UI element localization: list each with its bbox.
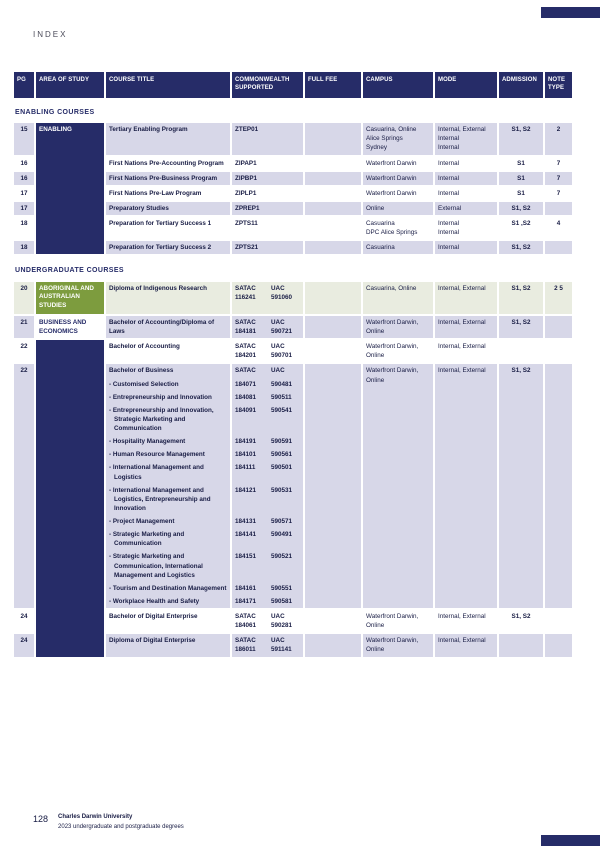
- code-scheme-label: SATAC: [235, 343, 256, 351]
- uac-code: 591141: [271, 646, 292, 654]
- note-type-cell: [545, 364, 572, 610]
- campus-cell: [363, 634, 435, 658]
- campus-line: Casuarina, Online: [366, 284, 417, 292]
- course-code: ZPTS21: [235, 244, 259, 252]
- uac-code: 590501: [271, 464, 293, 472]
- full-fee-cell: [305, 172, 363, 187]
- campus-cell: [363, 217, 435, 241]
- course-code: ZPREP1: [235, 204, 260, 212]
- campus-cell: [363, 610, 435, 634]
- mode-cell: [435, 316, 499, 340]
- mode-line: Internal: [438, 174, 460, 182]
- admission-cell: S1, S2: [499, 123, 545, 156]
- uac-code: 590541: [271, 406, 293, 414]
- course-code: ZIPBP1: [235, 174, 258, 182]
- mode-cell: [435, 241, 499, 256]
- codes-grid: [235, 437, 300, 446]
- specialisation-name: - Customised Selection: [109, 380, 179, 388]
- course-title-cell: [106, 364, 232, 377]
- campus-line: Online: [366, 328, 385, 336]
- specialisation-name-cell: [106, 461, 232, 483]
- admission-cell: S1: [499, 157, 545, 172]
- course-title-cell: [106, 172, 232, 187]
- mode-cell: [435, 157, 499, 172]
- code-scheme-label: SATAC: [235, 637, 256, 645]
- mode-line: Internal, External: [438, 367, 486, 375]
- satac-code: 184171: [235, 597, 257, 605]
- full-fee-cell: [305, 202, 363, 217]
- specialisation-name: - Entrepreneurship and Innovation, Strategic Marketing and Communication: [109, 406, 214, 433]
- specialisation-name-cell: [106, 595, 232, 610]
- mode-cell: [435, 187, 499, 202]
- codes-grid: [235, 636, 300, 654]
- course-title: Bachelor of Accounting/Diploma of Laws: [109, 318, 215, 336]
- codes-grid: [235, 366, 300, 375]
- note-type-cell: 7: [545, 187, 572, 202]
- specialisation-codes-cell: [232, 461, 305, 483]
- pg-cell: 18: [14, 241, 36, 256]
- satac-code: 184161: [235, 584, 257, 592]
- satac-code: 184121: [235, 486, 257, 494]
- specialisation-name-cell: [106, 550, 232, 581]
- pg-cell: 16: [14, 157, 36, 172]
- note-type-cell: [545, 241, 572, 256]
- satac-code: 184081: [235, 393, 257, 401]
- code-scheme-label: UAC: [271, 613, 285, 621]
- commonwealth-supported-cell: [232, 172, 305, 187]
- codes-grid: [235, 342, 300, 360]
- page-footer: [33, 813, 184, 832]
- mode-line: Internal: [438, 244, 460, 252]
- full-fee-cell: [305, 634, 363, 658]
- admission-cell: S1, S2: [499, 364, 545, 610]
- commonwealth-supported-cell: [232, 364, 305, 377]
- codes-grid: [235, 530, 300, 539]
- area-of-study-label: BUSINESS AND ECONOMICS: [36, 316, 104, 340]
- mode-line: Internal, External: [438, 318, 486, 326]
- uac-code: 590551: [271, 584, 293, 592]
- course-title: First Nations Pre-Law Program: [109, 189, 202, 197]
- specialisation-codes-cell: [232, 404, 305, 435]
- note-type-cell: [545, 340, 572, 364]
- course-title-cell: [106, 187, 232, 202]
- section-heading-row: [14, 256, 572, 281]
- index-heading: INDEX: [33, 30, 68, 39]
- column-header: AREA OF STUDY: [36, 72, 106, 98]
- satac-code: 184181: [235, 328, 257, 336]
- campus-cell: [363, 172, 435, 187]
- specialisation-name: - Entrepreneurship and Innovation: [109, 393, 212, 401]
- area-of-study-cell: [36, 316, 106, 659]
- uac-code: 590581: [271, 597, 293, 605]
- campus-line: Online: [366, 622, 385, 630]
- note-type-cell: [545, 316, 572, 340]
- column-header: FULL FEE: [305, 72, 363, 98]
- course-title-cell: [106, 634, 232, 658]
- campus-cell: [363, 157, 435, 172]
- course-title: Bachelor of Digital Enterprise: [109, 613, 198, 621]
- campus-line: Waterfront Darwin,: [366, 343, 419, 351]
- specialisation-codes-cell: [232, 550, 305, 581]
- note-type-cell: 2: [545, 123, 572, 156]
- mode-line: Internal, External: [438, 343, 486, 351]
- page-number: 128: [33, 814, 49, 825]
- pg-cell: 24: [14, 634, 36, 658]
- uac-code: 590281: [271, 622, 293, 630]
- specialisation-codes-cell: [232, 391, 305, 404]
- codes-grid: [235, 584, 300, 593]
- course-code: ZIPLP1: [235, 189, 257, 197]
- full-fee-cell: [305, 157, 363, 172]
- campus-line: Casuarina, Online: [366, 126, 417, 134]
- mode-line: Internal, External: [438, 126, 486, 134]
- codes-grid: [235, 463, 300, 472]
- full-fee-cell: [305, 340, 363, 364]
- mode-line: Internal, External: [438, 284, 486, 292]
- area-of-study-label: ABORIGINAL AND AUSTRALIAN STUDIES: [39, 284, 94, 310]
- satac-code: 186011: [235, 646, 256, 654]
- codes-grid: [235, 597, 300, 606]
- full-fee-cell: [305, 282, 363, 316]
- commonwealth-supported-cell: [232, 634, 305, 658]
- campus-cell: [363, 241, 435, 256]
- pg-cell: 17: [14, 202, 36, 217]
- specialisation-codes-cell: [232, 378, 305, 391]
- codes-grid: [235, 284, 300, 302]
- note-type-cell: [545, 610, 572, 634]
- full-fee-cell: [305, 241, 363, 256]
- commonwealth-supported-cell: [232, 340, 305, 364]
- specialisation-name: - Tourism and Destination Management: [109, 584, 227, 592]
- column-header: CAMPUS: [363, 72, 435, 98]
- code-scheme-label: UAC: [271, 367, 285, 375]
- admission-cell: S1, S2: [499, 282, 545, 316]
- code-scheme-label: UAC: [271, 318, 285, 326]
- pg-cell: 22: [14, 364, 36, 610]
- admission-cell: S1, S2: [499, 202, 545, 217]
- specialisation-codes-cell: [232, 448, 305, 461]
- specialisation-codes-cell: [232, 582, 305, 595]
- code-scheme-label: SATAC: [235, 613, 256, 621]
- course-title: Bachelor of Business: [109, 367, 174, 375]
- course-title-cell: [106, 340, 232, 364]
- footer-publication-title: 2023 undergraduate and postgraduate degrees: [58, 823, 184, 830]
- full-fee-cell: [305, 123, 363, 156]
- codes-grid: [235, 517, 300, 526]
- satac-code: 184111: [235, 464, 256, 472]
- mode-cell: [435, 340, 499, 364]
- mode-cell: [435, 217, 499, 241]
- top-right-corner-bar: [541, 7, 600, 18]
- pg-cell: 15: [14, 123, 36, 156]
- note-type-cell: [545, 634, 572, 658]
- course-title: Diploma of Digital Enterprise: [109, 637, 196, 645]
- mode-cell: [435, 123, 499, 156]
- admission-cell: S1, S2: [499, 316, 545, 340]
- codes-grid: [235, 612, 300, 630]
- code-scheme-label: SATAC: [235, 318, 256, 326]
- specialisation-name: - International Management and Logistics, Entrepreneurship and Innovation: [109, 486, 211, 512]
- campus-line: Waterfront Darwin,: [366, 613, 419, 621]
- specialisation-name-cell: [106, 528, 232, 550]
- course-code: ZTEP01: [235, 126, 259, 134]
- course-code: ZIPAP1: [235, 159, 257, 167]
- pg-cell: 16: [14, 172, 36, 187]
- specialisation-name-cell: [106, 484, 232, 515]
- pg-cell: 18: [14, 217, 36, 241]
- campus-cell: [363, 316, 435, 340]
- course-title: Preparatory Studies: [109, 204, 169, 212]
- column-header: NOTE TYPE: [545, 72, 572, 98]
- course-title: Preparation for Tertiary Success 1: [109, 220, 212, 228]
- course-title-cell: [106, 241, 232, 256]
- column-header: COMMONWEALTH SUPPORTED: [232, 72, 305, 98]
- section-heading: UNDERGRADUATE COURSES: [14, 256, 572, 281]
- uac-code: 590591: [271, 438, 293, 446]
- admission-cell: S1 ,S2: [499, 217, 545, 241]
- specialisation-name-cell: [106, 391, 232, 404]
- specialisation-codes-cell: [232, 595, 305, 610]
- course-title-cell: [106, 123, 232, 156]
- header-row: [14, 72, 572, 98]
- column-header: MODE: [435, 72, 499, 98]
- specialisation-name-cell: [106, 448, 232, 461]
- campus-cell: [363, 364, 435, 610]
- course-title: Bachelor of Accounting: [109, 343, 180, 351]
- satac-code: 184101: [235, 451, 257, 459]
- uac-code: 590571: [271, 518, 293, 526]
- admission-cell: S1: [499, 172, 545, 187]
- course-title-cell: [106, 282, 232, 316]
- mode-cell: [435, 202, 499, 217]
- note-type-cell: 2 5: [545, 282, 572, 316]
- specialisation-name: - Hospitality Management: [109, 438, 186, 446]
- mode-cell: [435, 172, 499, 187]
- specialisation-name: - Project Management: [109, 518, 175, 526]
- specialisation-codes-cell: [232, 515, 305, 528]
- satac-code: 184091: [235, 406, 257, 414]
- full-fee-cell: [305, 610, 363, 634]
- campus-cell: [363, 202, 435, 217]
- mode-line: Internal, External: [438, 637, 486, 645]
- mode-line: Internal: [438, 229, 460, 237]
- area-of-study-cell: [36, 123, 106, 256]
- section-heading: ENABLING COURSES: [14, 98, 572, 123]
- satac-code: 184191: [235, 438, 257, 446]
- bottom-right-corner-bar: [541, 835, 600, 846]
- campus-line: Waterfront Darwin,: [366, 637, 419, 645]
- course-title: Preparation for Tertiary Success 2: [109, 244, 212, 252]
- admission-cell: [499, 634, 545, 658]
- specialisation-name-cell: [106, 582, 232, 595]
- campus-line: Alice Springs: [366, 135, 403, 143]
- mode-line: Internal, External: [438, 613, 486, 621]
- commonwealth-supported-cell: [232, 241, 305, 256]
- note-type-cell: 7: [545, 157, 572, 172]
- pg-cell: 20: [14, 282, 36, 316]
- code-scheme-label: UAC: [271, 637, 285, 645]
- column-header: PG: [14, 72, 36, 98]
- campus-line: Waterfront Darwin: [366, 189, 417, 197]
- uac-code: 590721: [271, 328, 293, 336]
- column-header: COURSE TITLE: [106, 72, 232, 98]
- mode-line: Internal: [438, 144, 460, 152]
- campus-line: Online: [366, 376, 385, 384]
- note-type-cell: [545, 202, 572, 217]
- course-title-cell: [106, 217, 232, 241]
- codes-grid: [235, 552, 300, 561]
- satac-code: 184201: [235, 352, 257, 360]
- full-fee-cell: [305, 364, 363, 610]
- commonwealth-supported-cell: [232, 202, 305, 217]
- commonwealth-supported-cell: [232, 157, 305, 172]
- specialisation-name: - Strategic Marketing and Communication: [109, 531, 185, 548]
- note-type-cell: 7: [545, 172, 572, 187]
- table-row: [14, 316, 572, 340]
- uac-code: 590531: [271, 486, 293, 494]
- specialisation-name-cell: [106, 435, 232, 448]
- commonwealth-supported-cell: [232, 187, 305, 202]
- course-title: First Nations Pre-Accounting Program: [109, 159, 224, 167]
- campus-line: Online: [366, 646, 385, 654]
- pg-cell: 21: [14, 316, 36, 340]
- satac-code: 184131: [235, 518, 257, 526]
- specialisation-name-cell: [106, 515, 232, 528]
- uac-code: 590511: [271, 393, 292, 401]
- admission-cell: S1, S2: [499, 241, 545, 256]
- area-of-study-label: ENABLING: [39, 126, 72, 134]
- codes-grid: [235, 406, 300, 415]
- admission-cell: [499, 340, 545, 364]
- course-title-cell: [106, 157, 232, 172]
- specialisation-name: - Workplace Health and Safety: [109, 597, 200, 605]
- codes-grid: [235, 393, 300, 402]
- satac-code: 184071: [235, 380, 257, 388]
- specialisation-name-cell: [106, 404, 232, 435]
- campus-line: Waterfront Darwin,: [366, 318, 419, 326]
- commonwealth-supported-cell: [232, 123, 305, 156]
- uac-code: 590561: [271, 451, 293, 459]
- course-title: Tertiary Enabling Program: [109, 126, 188, 134]
- course-title: Diploma of Indigenous Research: [109, 284, 207, 292]
- campus-line: Waterfront Darwin,: [366, 367, 419, 375]
- column-header: ADMISSION: [499, 72, 545, 98]
- codes-grid: [235, 380, 300, 389]
- code-scheme-label: SATAC: [235, 284, 256, 292]
- satac-code: 184151: [235, 553, 257, 561]
- course-title: First Nations Pre-Business Program: [109, 174, 218, 182]
- satac-code: 116241: [235, 293, 256, 301]
- mode-line: Internal: [438, 159, 460, 167]
- course-index-table: [14, 72, 572, 659]
- mode-cell: [435, 634, 499, 658]
- commonwealth-supported-cell: [232, 217, 305, 241]
- pg-cell: 17: [14, 187, 36, 202]
- footer-text: [58, 813, 184, 832]
- satac-code: 184061: [235, 622, 257, 630]
- specialisation-codes-cell: [232, 484, 305, 515]
- specialisation-codes-cell: [232, 435, 305, 448]
- full-fee-cell: [305, 217, 363, 241]
- mode-line: Internal: [438, 220, 460, 228]
- mode-line: External: [438, 204, 462, 212]
- campus-cell: [363, 340, 435, 364]
- campus-line: Casuarina: [366, 244, 395, 252]
- uac-code: 590481: [271, 380, 293, 388]
- uac-code: 590491: [271, 531, 293, 539]
- mode-line: Internal: [438, 189, 460, 197]
- commonwealth-supported-cell: [232, 282, 305, 316]
- campus-line: Online: [366, 352, 385, 360]
- specialisation-name: - Strategic Marketing and Communication, International Management and Logistics: [109, 553, 203, 579]
- pg-cell: 22: [14, 340, 36, 364]
- specialisation-codes-cell: [232, 528, 305, 550]
- code-scheme-label: UAC: [271, 343, 285, 351]
- mode-cell: [435, 364, 499, 610]
- specialisation-name: - Human Resource Management: [109, 451, 205, 459]
- campus-line: Waterfront Darwin: [366, 174, 417, 182]
- satac-code: 184141: [235, 531, 257, 539]
- code-scheme-label: SATAC: [235, 367, 256, 375]
- codes-grid: [235, 318, 300, 336]
- pg-cell: 24: [14, 610, 36, 634]
- specialisation-name: - International Management and Logistics: [109, 464, 204, 481]
- table-body: [14, 98, 572, 659]
- course-title-cell: [106, 202, 232, 217]
- course-title-cell: [106, 316, 232, 340]
- table-header: [14, 72, 572, 98]
- admission-cell: S1: [499, 187, 545, 202]
- specialisation-name-cell: [106, 378, 232, 391]
- campus-line: Online: [366, 204, 385, 212]
- uac-code: 591060: [271, 293, 293, 301]
- table-row: [14, 123, 572, 156]
- area-of-study-cell: [36, 282, 106, 316]
- section-heading-row: [14, 98, 572, 123]
- course-code: ZPTS11: [235, 220, 258, 228]
- admission-cell: S1, S2: [499, 610, 545, 634]
- mode-line: Internal: [438, 135, 460, 143]
- uac-code: 590521: [271, 553, 293, 561]
- mode-cell: [435, 282, 499, 316]
- full-fee-cell: [305, 316, 363, 340]
- uac-code: 590701: [271, 352, 293, 360]
- note-type-cell: 4: [545, 217, 572, 241]
- campus-cell: [363, 282, 435, 316]
- mode-cell: [435, 610, 499, 634]
- table-row: [14, 282, 572, 316]
- campus-line: Waterfront Darwin: [366, 159, 417, 167]
- campus-line: Sydney: [366, 144, 388, 152]
- campus-cell: [363, 123, 435, 156]
- campus-line: Casuarina: [366, 220, 395, 228]
- codes-grid: [235, 450, 300, 459]
- campus-cell: [363, 187, 435, 202]
- campus-line: DPC Alice Springs: [366, 229, 418, 237]
- commonwealth-supported-cell: [232, 610, 305, 634]
- code-scheme-label: UAC: [271, 284, 285, 292]
- full-fee-cell: [305, 187, 363, 202]
- course-title-cell: [106, 610, 232, 634]
- footer-university-name: Charles Darwin University: [58, 814, 133, 821]
- commonwealth-supported-cell: [232, 316, 305, 340]
- codes-grid: [235, 486, 300, 495]
